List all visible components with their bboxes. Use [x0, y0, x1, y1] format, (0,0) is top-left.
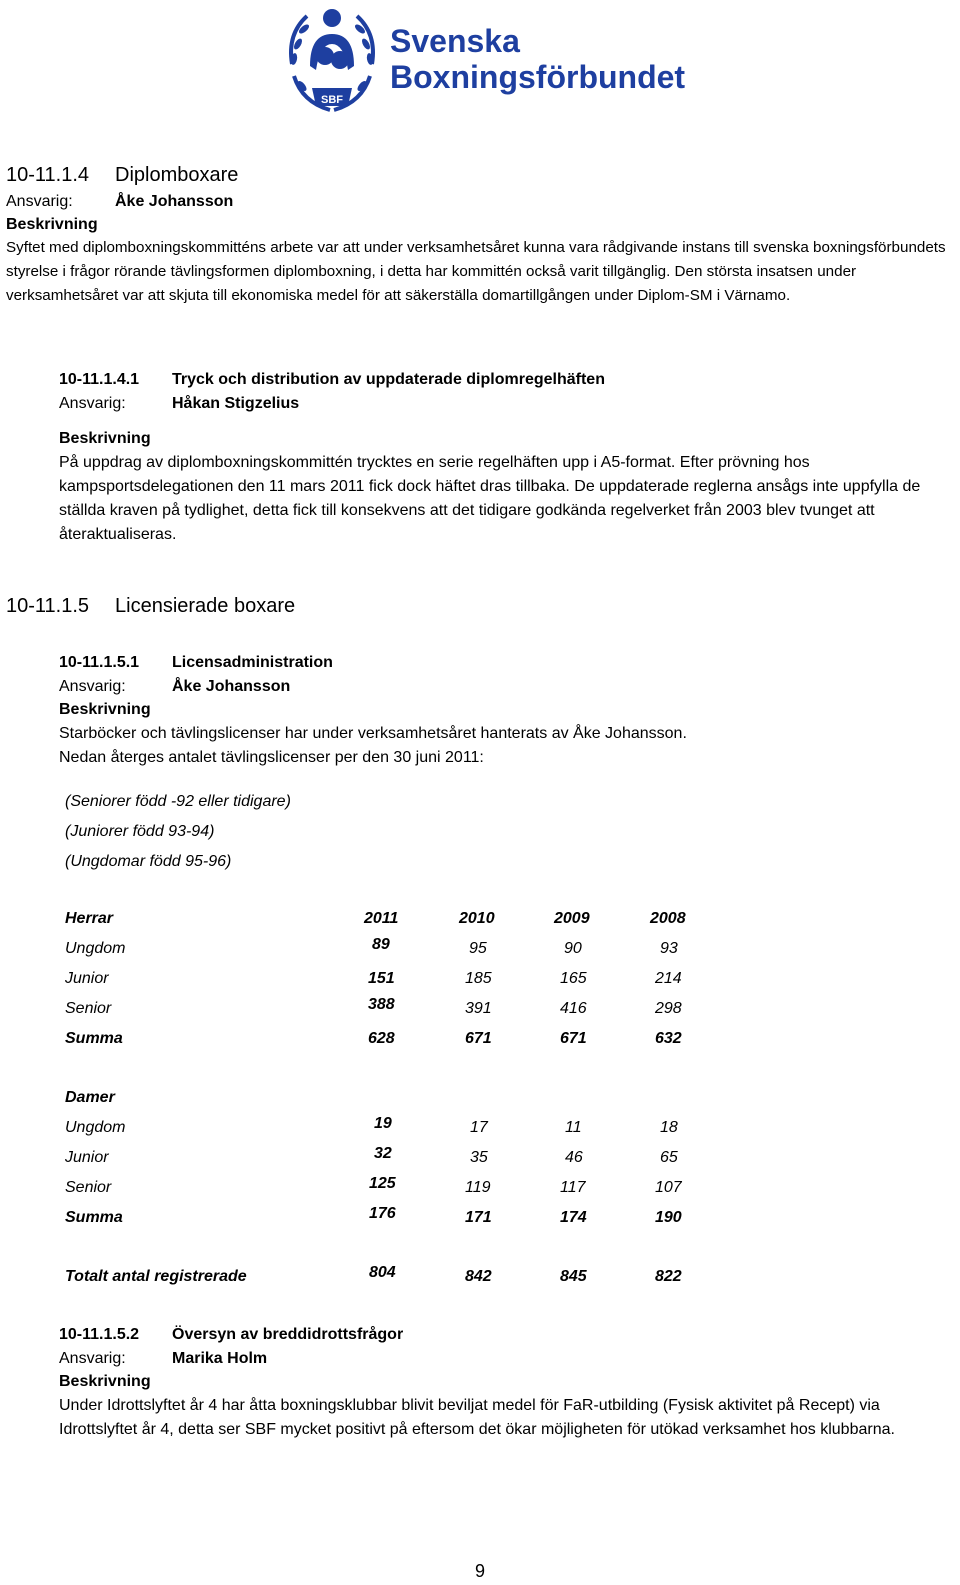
- body-line: Nedan återges antalet tävlingslicenser per den 30 juni 2011:: [59, 749, 484, 766]
- subsection-body: Under Idrottslyftet år 4 har åtta boxningsklubbar blivit beviljat medel för FaR-utbilding (Fysisk aktivitet på Recept) via Idrottslyftet år 4, detta ser SBF mycket positivt på eftersom det ökar möjligheten för utökad verksamhet hos klubbarna.: [59, 1397, 895, 1438]
- table-header: 2008: [650, 910, 686, 927]
- table-cell: 151: [368, 970, 395, 987]
- section-title: Licensierade boxare: [115, 595, 296, 617]
- table-cell: 176: [369, 1205, 396, 1222]
- responsible-name: Åke Johansson: [172, 678, 291, 695]
- table-cell: 18: [660, 1119, 678, 1136]
- responsible-name: Håkan Stigzelius: [172, 395, 300, 412]
- responsible-name: Åke Johansson: [115, 193, 234, 210]
- age-note: (Seniorer född -92 eller tidigare): [65, 793, 291, 810]
- table-cell: 185: [465, 970, 492, 987]
- responsible-label: Ansvarig:: [59, 1350, 126, 1367]
- table-cell: 842: [465, 1268, 492, 1285]
- subsection-body: På uppdrag av diplomboxningskommittén trycktes en serie regelhäften upp i A5-format. Efter prövning hos kampsportsdelegationen den 11 mars 2011 fick dock häftet dras tillbaka. De uppdaterade reglerna ansågs inte uppfylla de ställda kraven på tydlighet, detta fick till konsekvens att det tidigare godkända regelverket från 2003 blev tvunget att återaktualiseras.: [59, 454, 921, 543]
- row-label: Summa: [65, 1030, 123, 1047]
- subsection-title: Tryck och distribution av uppdaterade diplomregelhäften: [172, 371, 605, 388]
- table-cell: 93: [660, 940, 678, 957]
- subsection-number: 10-11.1.4.1: [59, 371, 140, 388]
- table-header: 2009: [554, 910, 590, 927]
- table-cell: 298: [655, 1000, 682, 1017]
- table-cell: 804: [369, 1264, 396, 1281]
- subsection-number: 10-11.1.5.2: [59, 1326, 140, 1343]
- table-cell: 391: [465, 1000, 492, 1017]
- table-cell: 32: [374, 1145, 392, 1162]
- emblem-text: SBF: [321, 94, 343, 106]
- table-header: Damer: [65, 1089, 115, 1106]
- row-label: Senior: [65, 1000, 112, 1017]
- table-header: 2010: [459, 910, 495, 927]
- table-cell: 90: [564, 940, 582, 957]
- section-number: 10-11.1.5: [6, 595, 90, 617]
- section-number: 10-11.1.4: [6, 164, 90, 186]
- age-note: (Juniorer född 93-94): [65, 823, 215, 840]
- description-label: Beskrivning: [6, 216, 98, 233]
- responsible-label: Ansvarig:: [59, 678, 126, 695]
- table-cell: 46: [565, 1149, 583, 1166]
- table-cell: 671: [560, 1030, 587, 1047]
- row-label: Ungdom: [65, 940, 126, 957]
- org-name-line2: Boxningsförbundet: [390, 59, 686, 95]
- table-cell: 822: [655, 1268, 682, 1285]
- table-header: 2011: [364, 910, 399, 927]
- table-cell: 632: [655, 1030, 682, 1047]
- table-cell: 165: [560, 970, 587, 987]
- table-cell: 671: [465, 1030, 492, 1047]
- row-label: Totalt antal registrerade: [65, 1268, 247, 1285]
- sbf-emblem-icon: [282, 4, 692, 116]
- section-body: Syftet med diplomboxningskommitténs arbete var att under verksamhetsåret kunna vara rådgivande instans till svenska boxningsförbundets styrelse i frågor rörande tävlingsformen diplomboxning, i detta har kommittén också varit tillgänglig. Den största insatsen under verksamhetsåret var att skjuta till ekonomiska medel för att säkerställa domartillgången under Diplom-SM i Värnamo.: [6, 239, 946, 304]
- table-cell: 190: [655, 1209, 682, 1226]
- subsection-title: Licensadministration: [172, 654, 333, 671]
- table-cell: 845: [560, 1268, 587, 1285]
- table-cell: 107: [655, 1179, 682, 1196]
- responsible-label: Ansvarig:: [6, 193, 73, 210]
- responsible-name: Marika Holm: [172, 1350, 268, 1367]
- row-label: Ungdom: [65, 1119, 126, 1136]
- table-cell: 125: [369, 1175, 396, 1192]
- table-cell: 89: [372, 936, 390, 953]
- table-cell: 17: [470, 1119, 488, 1136]
- table-cell: 388: [368, 996, 395, 1013]
- row-label: Senior: [65, 1179, 112, 1196]
- section-title: Diplomboxare: [115, 164, 239, 186]
- table-header: Herrar: [65, 910, 114, 927]
- table-cell: 119: [465, 1179, 491, 1196]
- page-number: 9: [475, 1561, 486, 1581]
- table-cell: 11: [565, 1119, 582, 1136]
- table-cell: 214: [655, 970, 682, 987]
- subsection-title: Översyn av breddidrottsfrågor: [172, 1326, 404, 1343]
- table-cell: 171: [465, 1209, 492, 1226]
- table-cell: 117: [560, 1179, 586, 1196]
- row-label: Summa: [65, 1209, 123, 1226]
- age-note: (Ungdomar född 95-96): [65, 853, 232, 870]
- subsection-number: 10-11.1.5.1: [59, 654, 140, 671]
- org-name-line1: Svenska: [390, 23, 520, 59]
- sbf-logo: [282, 4, 692, 116]
- table-cell: 628: [368, 1030, 395, 1047]
- responsible-label: Ansvarig:: [59, 395, 126, 412]
- table-cell: 95: [469, 940, 487, 957]
- table-cell: 65: [660, 1149, 678, 1166]
- table-cell: 174: [560, 1209, 587, 1226]
- table-cell: 35: [470, 1149, 488, 1166]
- description-label: Beskrivning: [59, 430, 151, 447]
- table-cell: 416: [560, 1000, 587, 1017]
- description-label: Beskrivning: [59, 1373, 151, 1390]
- table-cell: 19: [374, 1115, 392, 1132]
- body-line: Starböcker och tävlingslicenser har under verksamhetsåret hanterats av Åke Johansson.: [59, 725, 687, 742]
- row-label: Junior: [65, 970, 109, 987]
- description-label: Beskrivning: [59, 701, 151, 718]
- row-label: Junior: [65, 1149, 109, 1166]
